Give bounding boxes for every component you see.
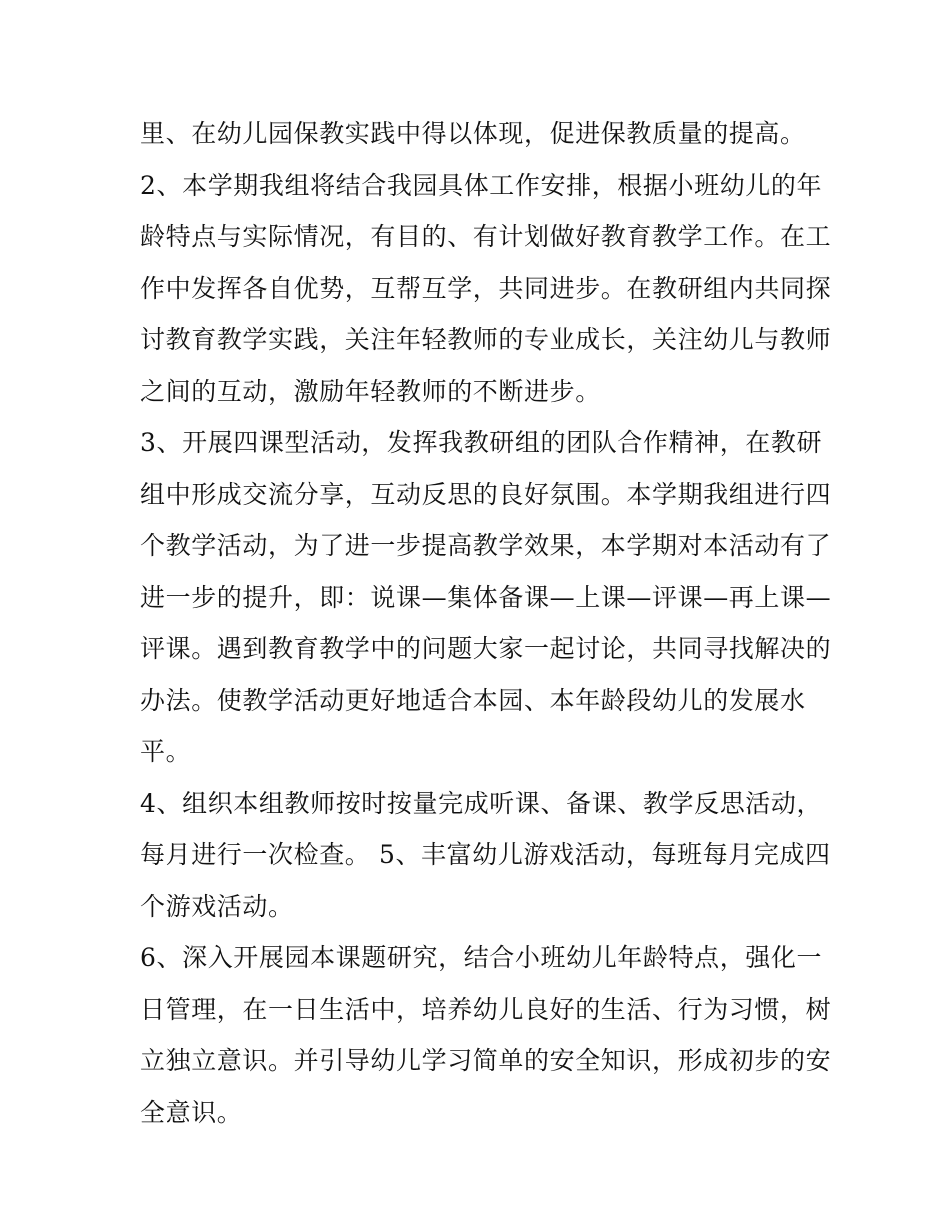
text-line: 之间的互动，激励年轻教师的不断进步。 — [140, 376, 601, 406]
text-line: 4、组织本组教师按时按量完成听课、备课、教学反思活动， — [140, 788, 823, 818]
text-line: 组中形成交流分享，互动反思的良好氛围。本学期我组进行四 — [140, 479, 832, 509]
text-line: 个教学活动，为了进一步提高教学效果，本学期对本活动有了 — [140, 531, 832, 560]
text-line: 全意识。 — [140, 1097, 243, 1127]
text-line: 进一步的提升，即：说课—集体备课—上课—评课—再上课— — [140, 582, 832, 612]
body-text — [140, 108, 832, 1138]
text-line: 作中发挥各自优势，互帮互学，共同进步。在教研组内共同探 — [140, 273, 832, 303]
text-line: 6、深入开展园本课题研究，结合小班幼儿年龄特点，强化一 — [140, 943, 823, 972]
text-line: 日管理，在一日生活中，培养幼儿良好的生活、行为习惯，树 — [140, 994, 832, 1024]
text-line: 办法。使教学活动更好地适合本园、本年龄段幼儿的发展水 — [140, 685, 806, 715]
text-line: 立独立意识。并引导幼儿学习简单的安全知识，形成初步的安 — [140, 1046, 832, 1075]
text-line: 里、在幼儿园保教实践中得以体现，促进保教质量的提高。 — [140, 119, 806, 148]
text-line: 个游戏活动。 — [140, 891, 294, 921]
text-line: 2、本学期我组将结合我园具体工作安排，根据小班幼儿的年 — [140, 170, 823, 200]
text-line: 龄特点与实际情况，有目的、有计划做好教育教学工作。在工 — [140, 222, 832, 251]
text-line: 评课。遇到教育教学中的问题大家一起讨论，共同寻找解决的 — [140, 634, 832, 663]
text-line: 每月进行一次检查。 5、丰富幼儿游戏活动，每班每月完成四 — [140, 840, 831, 869]
text-line: 讨教育教学实践，关注年轻教师的专业成长，关注幼儿与教师 — [140, 325, 832, 354]
text-line: 平。 — [140, 737, 192, 766]
text-line: 3、开展四课型活动，发挥我教研组的团队合作精神，在教研 — [140, 428, 823, 457]
